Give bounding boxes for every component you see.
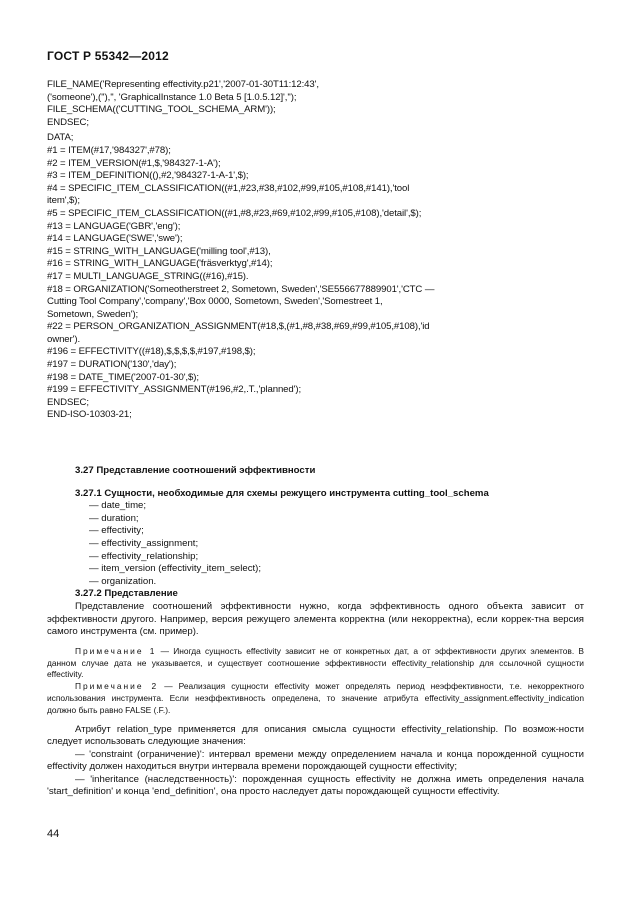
code-listing — [47, 79, 607, 422]
paragraph: — 'constraint (ограничение)': интервал времени между определением начала и конца порожденной сущности effectivity должен находиться внутри интервала времени порождающей сущности effectivity; — [47, 748, 584, 773]
code-line: ('someone'),(''),'', 'GraphicalInstance 1.0 Beta 5 [1.0.5.12]',''); — [47, 91, 297, 103]
code-line: item',$); — [47, 195, 80, 207]
code-line: #199 = EFFECTIVITY_ASSIGNMENT(#196,#2,.T.,'planned'); — [47, 384, 302, 396]
list-item: — date_time; — [89, 500, 147, 512]
document-body — [47, 465, 584, 799]
section-3-27-2-heading: 3.27.2 Представление — [75, 588, 178, 600]
note-label: Примечание 2 — [75, 681, 159, 692]
note-label: Примечание 1 — [75, 645, 157, 656]
code-line: #5 = SPECIFIC_ITEM_CLASSIFICATION((#1,#8,#23,#69,#102,#99,#105,#108),'detail',$); — [47, 207, 422, 219]
paragraph: — 'inheritance (наследственность)': порожденная сущность effectivity не должна иметь определения начала 'start_definition' и конца 'end_definition', она просто наследует даты порождающей сущности effectivity. — [47, 773, 584, 798]
code-line: #1 = ITEM(#17,'984327',#78); — [47, 144, 171, 156]
code-line: #3 = ITEM_DEFINITION((),#2,'984327-1-A-1',$); — [47, 170, 249, 182]
page-number: 44 — [47, 828, 60, 840]
note-1 — [47, 646, 584, 681]
code-line: #13 = LANGUAGE('GBR','eng'); — [47, 220, 181, 232]
list-item: — effectivity_relationship; — [89, 550, 199, 562]
list-item: — effectivity_assignment; — [89, 537, 199, 549]
list-item: — item_version (effectivity_item_select); — [89, 563, 262, 575]
code-line: #17 = MULTI_LANGUAGE_STRING((#16),#15). — [47, 270, 249, 282]
list-item: — duration; — [89, 512, 139, 524]
paragraph: Атрибут relation_type применяется для описания смысла сущности effectivity_relationship. По возмож-ности следует использовать следующие значения: — [47, 723, 584, 748]
code-line: #196 = EFFECTIVITY((#18),$,$,$,$,#197,#198,$); — [47, 346, 256, 358]
code-line: END-ISO-10303-21; — [47, 409, 132, 421]
code-line: DATA; — [47, 132, 74, 144]
note-2 — [47, 681, 584, 716]
code-line: #22 = PERSON_ORGANIZATION_ASSIGNMENT(#18,$,(#1,#8,#38,#69,#99,#105,#108),'id — [47, 321, 430, 333]
code-line: ENDSEC; — [47, 116, 89, 128]
section-3-27-1-heading: 3.27.1 Сущности, необходимые для схемы режущего инструмента cutting_tool_schema — [75, 487, 489, 499]
code-line: #14 = LANGUAGE('SWE','swe'); — [47, 233, 183, 245]
section-3-27-heading: 3.27 Представление соотношений эффективности — [75, 465, 316, 476]
code-line: #15 = STRING_WITH_LANGUAGE('milling tool',#13), — [47, 245, 271, 257]
note-text: — Иногда сущность effectivity зависит не от конкретных дат, а от эффективности других элементов. В данном случае дата не указывается, и существует соотношение эффективности effectivity_relationship для ссылочной сущности effectivity. — [47, 645, 584, 680]
code-line: FILE_NAME('Representing effectivity.p21','2007-01-30T11:12:43', — [47, 79, 319, 90]
note-text: — Реализация сущности effectivity может определять период неэффективности, т.е. некорректного использования инструмента. Если неэффективность определена, то значение атрибута effectivity_assignment.effectivity_indication должно быть равно FALSE (.F.). — [47, 681, 584, 715]
code-line: #2 = ITEM_VERSION(#1,$,'984327-1-A'); — [47, 157, 221, 169]
code-line: #197 = DURATION('130','day'); — [47, 359, 177, 371]
code-line: owner'). — [47, 333, 81, 345]
standard-header: ГОСТ Р 55342—2012 — [47, 49, 169, 63]
code-line: Sometown, Sweden'); — [47, 308, 139, 320]
code-line: Cutting Tool Company','company','Box 0000, Sometown, Sweden','Somestreet 1, — [47, 296, 383, 308]
list-item: — organization. — [89, 575, 157, 587]
code-line: #4 = SPECIFIC_ITEM_CLASSIFICATION((#1,#23,#38,#102,#99,#105,#108,#141),'tool — [47, 182, 410, 194]
paragraph: Представление соотношений эффективности нужно, когда эффективность одного объекта зависит от эффективности другого. Например, версия режущего элемента корректна (или некорректна), если коррек-тна версия самого инструмента (см. пример). — [47, 600, 584, 638]
code-line: FILE_SCHEMA(('CUTTING_TOOL_SCHEMA_ARM')); — [47, 104, 276, 116]
code-line: #16 = STRING_WITH_LANGUAGE('fräsverktyg',#14); — [47, 258, 273, 270]
code-line: ENDSEC; — [47, 396, 89, 408]
list-item: — effectivity; — [89, 525, 144, 537]
code-line: #18 = ORGANIZATION('Someotherstreet 2, Sometown, Sweden','SE556677889901','CTC — — [47, 283, 435, 295]
code-line: #198 = DATE_TIME('2007-01-30',$); — [47, 371, 199, 383]
